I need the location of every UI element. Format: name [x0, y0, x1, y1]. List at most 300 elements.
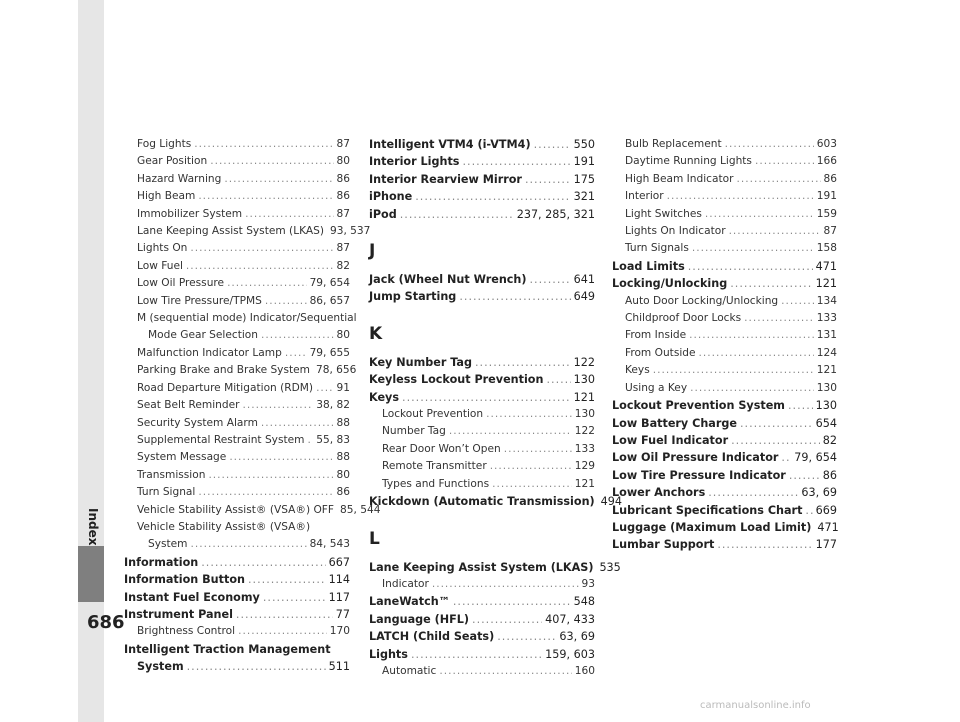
entry-page-ref: 79, 655 — [309, 346, 350, 359]
index-column-1 — [124, 136, 381, 676]
dot-leader — [708, 484, 798, 501]
index-subentry — [369, 441, 595, 458]
dot-leader — [497, 628, 556, 645]
entry-term: LATCH (Child Seats) — [369, 630, 495, 644]
entry-page-ref: 86 — [336, 190, 350, 203]
index-entry — [612, 415, 837, 432]
dot-leader — [227, 275, 307, 292]
entry-page-ref: 86 — [823, 172, 837, 185]
index-subentry — [612, 310, 837, 327]
dot-leader — [689, 327, 814, 344]
dot-leader — [781, 293, 814, 310]
entry-page-ref: 86 — [336, 172, 350, 185]
entry-term: Daytime Running Lights — [625, 155, 752, 168]
index-subentry — [124, 432, 350, 449]
entry-term: Low Fuel Indicator — [612, 433, 729, 447]
entry-term: Keys — [369, 390, 400, 404]
index-entry-text: Vehicle Stability Assist® (VSA®) — [137, 520, 311, 533]
entry-page-ref: 511 — [328, 660, 350, 674]
dot-leader — [717, 536, 812, 553]
index-entry — [369, 611, 595, 628]
entry-page-ref: 133 — [574, 442, 595, 455]
entry-page-ref: 159 — [816, 207, 837, 220]
entry-term: Instant Fuel Economy — [124, 590, 260, 604]
entry-term: Auto Door Locking/Unlocking — [625, 294, 779, 307]
index-subentry — [612, 345, 837, 362]
entry-page-ref: 114 — [328, 573, 350, 587]
entry-term: iPod — [369, 207, 397, 221]
entry-term: Supplemental Restraint System — [137, 433, 305, 446]
dot-leader — [690, 380, 814, 397]
index-subentry — [124, 171, 350, 188]
entry-page-ref: 87 — [336, 207, 350, 220]
dot-leader — [415, 188, 570, 205]
dot-leader — [229, 449, 333, 466]
index-subentry — [124, 502, 381, 519]
entry-page-ref: 133 — [816, 312, 837, 325]
index-entry — [369, 136, 595, 153]
entry-page-ref: 93 — [581, 577, 595, 590]
dot-leader — [789, 467, 820, 484]
dot-leader — [737, 171, 821, 188]
entry-page-ref: 134 — [816, 294, 837, 307]
index-entry — [124, 554, 350, 571]
dot-leader — [432, 576, 579, 593]
dot-leader — [198, 188, 333, 205]
dot-leader — [238, 623, 327, 640]
dot-leader — [316, 380, 333, 397]
entry-term: Lockout Prevention System — [612, 399, 785, 413]
dot-leader — [546, 371, 570, 388]
dot-leader — [692, 240, 814, 257]
sidebar-tab-block — [78, 546, 104, 602]
entry-page-ref: 191 — [816, 190, 837, 203]
entry-term: Interior — [625, 190, 664, 203]
index-entry — [612, 536, 837, 553]
index-subentry — [612, 380, 837, 397]
index-entry — [369, 271, 595, 288]
dot-leader — [236, 606, 333, 623]
entry-term: High Beam Indicator — [625, 172, 734, 185]
entry-page-ref: 93, 537 — [329, 225, 371, 238]
entry-term: Information — [124, 555, 199, 569]
entry-page-ref: 78, 656 — [315, 364, 357, 377]
index-subentry — [369, 458, 595, 475]
entry-term: Low Oil Pressure — [137, 277, 225, 290]
dot-leader — [261, 415, 334, 432]
entry-page-ref: 117 — [328, 590, 350, 604]
entry-term: Information Button — [124, 573, 245, 587]
entry-page-ref: 121 — [815, 277, 837, 291]
index-subentry — [124, 188, 350, 205]
dot-leader — [285, 345, 307, 362]
index-subentry — [124, 240, 350, 257]
entry-term: LaneWatch™ — [369, 595, 450, 609]
entry-term: Lockout Prevention — [382, 408, 484, 421]
dot-leader — [805, 502, 812, 519]
dot-leader — [201, 554, 325, 571]
dot-leader — [208, 467, 333, 484]
dot-leader — [530, 271, 571, 288]
index-entry — [124, 658, 350, 675]
entry-term: Transmission — [137, 468, 206, 481]
entry-term: Road Departure Mitigation (RDM) — [137, 381, 314, 394]
col2-k-entries — [369, 354, 623, 511]
index-subentry — [612, 136, 837, 153]
entry-term: Indicator — [382, 577, 429, 590]
index-subentry — [612, 206, 837, 223]
col2-l-entries — [369, 559, 621, 681]
index-subentry — [369, 576, 595, 593]
dot-leader — [261, 327, 334, 344]
entry-page-ref: 80 — [336, 329, 350, 342]
entry-page-ref: 129 — [574, 460, 595, 473]
entry-page-ref: 84, 543 — [309, 538, 350, 551]
entry-term: Gear Position — [137, 155, 208, 168]
entry-page-ref: 603 — [816, 138, 837, 150]
entry-term: Immobilizer System — [137, 207, 243, 220]
index-entry — [369, 354, 595, 371]
entry-page-ref: 122 — [574, 425, 595, 438]
entry-term: Types and Functions — [382, 477, 490, 490]
entry-page-ref: 88 — [336, 451, 350, 464]
index-entry — [612, 432, 837, 449]
index-subentry — [612, 362, 837, 379]
entry-term: Turn Signals — [625, 242, 689, 255]
entry-term: Low Oil Pressure Indicator — [612, 451, 779, 465]
entry-page-ref: 494 — [600, 495, 623, 509]
index-entry — [124, 606, 350, 623]
index-entry — [612, 519, 837, 536]
dot-leader — [688, 258, 813, 275]
index-subentry — [612, 188, 837, 205]
entry-page-ref: 88 — [336, 416, 350, 429]
dot-leader — [653, 362, 814, 379]
index-entry-text: M (sequential mode) Indicator/Sequential — [137, 312, 357, 325]
entry-page-ref: 121 — [574, 477, 595, 490]
entry-term: Bulb Replacement — [625, 138, 722, 150]
index-subentry — [612, 153, 837, 170]
index-subentry — [124, 397, 350, 414]
index-entry — [612, 397, 837, 414]
entry-page-ref: 121 — [816, 364, 837, 377]
index-subentry — [124, 362, 357, 379]
entry-term: Language (HFL) — [369, 612, 470, 626]
dot-leader — [307, 432, 313, 449]
dot-leader — [492, 476, 572, 493]
index-entry — [369, 628, 595, 645]
index-entry — [369, 153, 595, 170]
dot-leader — [740, 415, 813, 432]
index-entry — [369, 493, 623, 510]
dot-leader — [190, 240, 333, 257]
entry-term: Lights On Indicator — [625, 225, 726, 238]
entry-page-ref: 91 — [336, 381, 350, 394]
entry-page-ref: 55, 83 — [316, 433, 350, 446]
index-entry — [369, 389, 595, 406]
entry-term: Keys — [625, 364, 650, 377]
dot-leader — [504, 441, 572, 458]
entry-term: Luggage (Maximum Load Limit) — [612, 520, 812, 534]
entry-term: Lubricant Specifications Chart — [612, 503, 803, 517]
dot-leader — [781, 449, 791, 466]
entry-page-ref: 654 — [815, 416, 837, 430]
entry-term: Using a Key — [625, 381, 688, 394]
dot-leader — [472, 611, 542, 628]
index-subentry — [124, 153, 350, 170]
dot-leader — [705, 206, 814, 223]
entry-term: Lights On — [137, 242, 188, 255]
letter-heading-k: K — [369, 323, 383, 344]
entry-page-ref: 550 — [573, 138, 595, 151]
entry-page-ref: 122 — [573, 355, 595, 369]
dot-leader — [242, 397, 313, 414]
index-subentry — [369, 663, 595, 680]
entry-page-ref: 79, 654 — [309, 277, 350, 290]
entry-term: Lower Anchors — [612, 486, 706, 500]
index-subentry — [124, 327, 350, 344]
letter-heading-j: J — [369, 241, 376, 262]
dot-leader — [439, 663, 571, 680]
index-subentry — [124, 380, 350, 397]
entry-page-ref: 63, 69 — [559, 630, 595, 644]
entry-page-ref: 82 — [822, 433, 837, 447]
entry-term: Childproof Door Locks — [625, 312, 742, 325]
entry-page-ref: 87 — [823, 225, 837, 238]
index-entry — [612, 502, 837, 519]
entry-page-ref: 160 — [574, 664, 595, 677]
dot-leader — [187, 658, 326, 675]
page-number: 686 — [87, 612, 125, 633]
entry-term: Low Tire Pressure Indicator — [612, 468, 786, 482]
entry-page-ref: 669 — [815, 503, 837, 517]
entry-term: Low Tire Pressure/TPMS — [137, 294, 262, 307]
dot-leader — [411, 646, 542, 663]
dot-leader — [198, 484, 333, 501]
index-entry — [369, 646, 595, 663]
entry-page-ref: 87 — [336, 138, 350, 150]
index-subentry — [369, 476, 595, 493]
index-entry — [124, 589, 350, 606]
entry-term: Fog Lights — [137, 138, 192, 150]
entry-page-ref: 641 — [573, 273, 595, 287]
index-subentry — [124, 536, 350, 553]
dot-leader — [245, 206, 333, 223]
entry-page-ref: 237, 285, 321 — [516, 207, 595, 221]
index-subentry — [612, 171, 837, 188]
sidebar-label: Index — [86, 508, 100, 546]
entry-page-ref: 38, 82 — [316, 399, 350, 412]
index-subentry — [124, 258, 350, 275]
entry-page-ref: 471 — [815, 259, 837, 273]
dot-leader — [462, 153, 570, 170]
entry-term: Keyless Lockout Prevention — [369, 373, 544, 387]
index-subentry — [124, 623, 350, 640]
dot-leader — [486, 406, 572, 423]
entry-term: Interior Rearview Mirror — [369, 172, 522, 186]
entry-page-ref: 86 — [336, 486, 350, 499]
entry-page-ref: 121 — [573, 390, 595, 404]
index-subentry — [124, 293, 350, 310]
index-entry — [612, 258, 837, 275]
dot-leader — [667, 188, 814, 205]
entry-term: Security System Alarm — [137, 416, 258, 429]
index-subentry — [124, 484, 350, 501]
col2-j-entries — [369, 271, 595, 306]
entry-page-ref: 667 — [328, 555, 350, 569]
dot-leader — [725, 136, 814, 153]
dot-leader — [449, 423, 572, 440]
entry-page-ref: 548 — [573, 595, 595, 609]
entry-term: iPhone — [369, 190, 413, 204]
entry-term: Key Number Tag — [369, 355, 472, 369]
index-entry — [369, 188, 595, 205]
dot-leader — [788, 397, 813, 414]
entry-page-ref: 131 — [816, 329, 837, 342]
entry-page-ref: 130 — [816, 381, 837, 394]
dot-leader — [194, 136, 333, 153]
entry-term: Rear Door Won’t Open — [382, 442, 501, 455]
index-entry — [612, 467, 837, 484]
index-subentry — [124, 345, 350, 362]
index-subentry — [369, 423, 595, 440]
entry-term: Number Tag — [382, 425, 446, 438]
entry-page-ref: 77 — [335, 607, 350, 621]
entry-page-ref: 166 — [816, 155, 837, 168]
index-subentry — [124, 206, 350, 223]
entry-term: Jack (Wheel Nut Wrench) — [369, 273, 527, 287]
col2-top-entries — [369, 136, 595, 223]
entry-term: Load Limits — [612, 259, 685, 273]
index-subentry — [612, 327, 837, 344]
dot-leader — [263, 589, 326, 606]
entry-page-ref: 130 — [574, 408, 595, 421]
index-subentry — [124, 449, 350, 466]
dot-leader — [459, 288, 570, 305]
dot-leader — [699, 345, 814, 362]
entry-term: Locking/Unlocking — [612, 277, 728, 291]
index-subentry — [612, 293, 837, 310]
dot-leader — [191, 536, 307, 553]
entry-term: Seat Belt Reminder — [137, 399, 240, 412]
index-entry — [369, 371, 595, 388]
dot-leader — [265, 293, 307, 310]
index-entry-text: Intelligent Traction Management — [124, 642, 331, 656]
entry-page-ref: 177 — [815, 538, 837, 552]
index-column-3 — [612, 136, 837, 554]
index-subentry — [612, 240, 837, 257]
entry-term: Parking Brake and Brake System — [137, 364, 310, 377]
entry-term: Intelligent VTM4 (i-VTM4) — [369, 138, 531, 151]
entry-page-ref: 80 — [336, 468, 350, 481]
entry-page-ref: 159, 603 — [545, 647, 595, 661]
entry-page-ref: 80 — [336, 155, 350, 168]
dot-leader — [525, 171, 571, 188]
index-entry — [612, 484, 837, 501]
entry-page-ref: 79, 654 — [794, 451, 837, 465]
dot-leader — [210, 153, 333, 170]
entry-term: Lane Keeping Assist System (LKAS) — [137, 225, 324, 238]
entry-page-ref: 170 — [329, 625, 350, 638]
entry-term: Interior Lights — [369, 155, 460, 169]
entry-term: Lane Keeping Assist System (LKAS) — [369, 560, 594, 574]
entry-term: From Inside — [625, 329, 687, 342]
entry-term: Lights — [369, 647, 408, 661]
entry-term: Instrument Panel — [124, 607, 233, 621]
index-entry — [612, 449, 837, 466]
entry-page-ref: 407, 433 — [545, 612, 595, 626]
entry-term: Turn Signal — [137, 486, 196, 499]
entry-term: Remote Transmitter — [382, 460, 487, 473]
entry-term: Vehicle Stability Assist® (VSA®) OFF — [137, 503, 334, 516]
watermark-footer: carmanualsonline.info — [700, 700, 811, 711]
dot-leader — [402, 389, 571, 406]
dot-leader — [186, 258, 334, 275]
entry-term: Brightness Control — [137, 625, 236, 638]
entry-page-ref: 86, 657 — [309, 294, 350, 307]
dot-leader — [400, 206, 514, 223]
index-entry — [612, 275, 837, 292]
dot-leader — [534, 136, 571, 153]
entry-page-ref: 82 — [336, 259, 350, 272]
index-subentry — [124, 223, 371, 240]
entry-term: Low Fuel — [137, 259, 183, 272]
index-subentry — [612, 223, 837, 240]
entry-page-ref: 85, 544 — [340, 503, 381, 516]
index-entry — [369, 206, 595, 223]
index-entry — [369, 288, 595, 305]
entry-term: Malfunction Indicator Lamp — [137, 346, 282, 359]
entry-term: System Message — [137, 451, 227, 464]
index-column-2 — [369, 136, 623, 680]
index-entry — [369, 593, 595, 610]
dot-leader — [729, 223, 821, 240]
dot-leader — [453, 593, 571, 610]
entry-page-ref: 649 — [573, 290, 595, 304]
entry-term: Jump Starting — [369, 290, 457, 304]
entry-page-ref: 130 — [815, 399, 837, 413]
entry-page-ref: 124 — [816, 346, 837, 359]
dot-leader — [248, 571, 326, 588]
dot-leader — [475, 354, 571, 371]
index-entry — [369, 559, 621, 576]
entry-term: Kickdown (Automatic Transmission) — [369, 495, 595, 509]
index-subentry — [124, 275, 350, 292]
index-subentry — [124, 467, 350, 484]
index-subentry — [124, 136, 350, 153]
index-entry — [124, 571, 350, 588]
dot-leader — [731, 432, 820, 449]
entry-term: Hazard Warning — [137, 172, 222, 185]
entry-term: System — [137, 660, 184, 674]
entry-page-ref: 63, 69 — [801, 486, 837, 500]
entry-page-ref: 86 — [822, 468, 837, 482]
entry-page-ref: 471 — [817, 520, 839, 534]
entry-page-ref: 158 — [816, 242, 837, 255]
entry-page-ref: 191 — [573, 155, 595, 169]
entry-term: System — [148, 538, 188, 551]
dot-leader — [224, 171, 333, 188]
entry-term: Automatic — [382, 664, 437, 677]
entry-term: High Beam — [137, 190, 196, 203]
entry-term: Mode Gear Selection — [148, 329, 258, 342]
entry-page-ref: 87 — [336, 242, 350, 255]
entry-term: From Outside — [625, 346, 696, 359]
entry-page-ref: 321 — [573, 190, 595, 204]
entry-page-ref: 535 — [599, 560, 621, 574]
entry-term: Low Battery Charge — [612, 416, 737, 430]
dot-leader — [490, 458, 572, 475]
